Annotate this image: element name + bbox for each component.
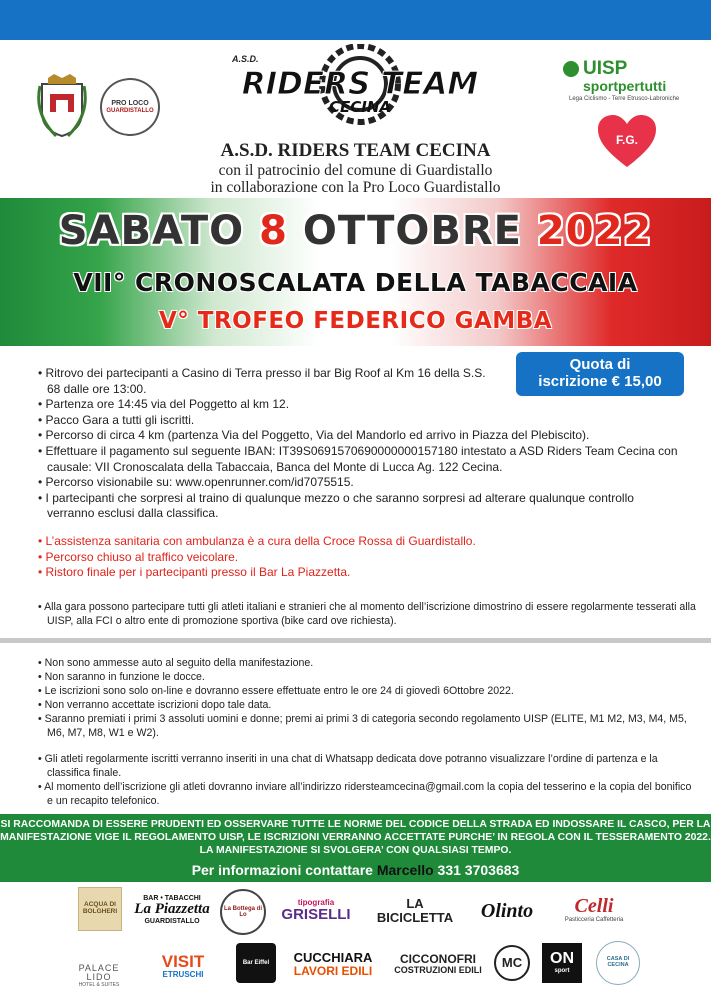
fee-amount: iscrizione € 15,00 [538, 373, 662, 390]
riders-team-logo [190, 44, 530, 134]
sponsor-visit-etruschi [146, 947, 220, 985]
sponsor-label: ON [550, 950, 574, 968]
list-item: • Percorso visionabile su: www.openrunner.com/id7075515. [38, 475, 678, 491]
sponsor-bottega [220, 889, 266, 935]
list-item: • Percorso di circa 4 km (partenza Via del Poggetto, Via del Mandorlo ed arrivo in Piazza del Plebiscito). [38, 428, 678, 444]
list-item: • Gli atleti regolarmente iscritti verranno inseriti in una chat di Whatsapp dedicata dove potranno visualizzare l’ordine di partenza e la classifica finale. [38, 752, 698, 780]
contact-line [0, 862, 711, 878]
list-item: • Al momento dell’iscrizione gli atleti dovranno inviare all’indirizzo ridersteamcecina@gmail.com la copia del tesserino e la copia del bonifico e un recapito telefonico. [38, 780, 698, 808]
sponsor-cicconofri [390, 945, 486, 983]
sponsor-label: GRISELLI [281, 906, 351, 924]
event-details-list [38, 366, 678, 522]
sponsor-label: Pasticceria Caffetteria [564, 917, 624, 924]
date-month: OTTOBRE [302, 208, 522, 254]
date-number: 8 [259, 208, 288, 254]
sponsor-label: La Piazzetta [134, 901, 210, 918]
sponsor-label: sport [554, 968, 570, 975]
uisp-tagline: sportpertutti [583, 78, 667, 94]
sponsor-label: GUARDISTALLO [144, 917, 200, 925]
list-item: • Effettuare il pagamento sul seguente IBAN: IT39S0691570690000000157180 intestato a ASD Riders Team Cecina con causale: VII Cronoscalata della Tabaccaia, Banca del Monte di Lucca Ag. 122 Cecina. [38, 444, 678, 475]
logo-name: RIDERS TEAM [241, 66, 479, 102]
list-item: • Ristoro finale per i partecipanti presso il Bar La Piazzetta. [38, 565, 678, 581]
sponsor-label: BAR • TABACCHI [143, 894, 201, 902]
sponsor-label: VISIT [161, 951, 205, 971]
pro-loco-logo [100, 78, 160, 136]
sponsor-label: COSTRUZIONI EDILI [394, 964, 482, 975]
sponsor-celli [552, 889, 636, 931]
trophy-title: V° TROFEO FEDERICO GAMBA [158, 308, 553, 334]
list-item: • Alla gara possono partecipare tutti gli atleti italiani e stranieri che al momento dell’iscrizione dimostrino di essere regolarmente tesserati alla UISP, alla FCI o altro ente di promozione sportiva (bike card ove richiesta). [38, 600, 698, 628]
uisp-name [563, 58, 683, 80]
sponsor-label: Bar Eiffel [242, 959, 270, 966]
sponsors-area [0, 885, 711, 1000]
patronage-line-2: in collaborazione con la Pro Loco Guardistallo [210, 179, 501, 196]
date-year: 2022 [536, 208, 653, 254]
list-item: • Pacco Gara a tutti gli iscritti. [38, 413, 678, 429]
sponsor-label: CASA DI CECINA [606, 956, 630, 968]
pro-loco-text: PRO LOCO [111, 99, 149, 107]
sponsor-on-sport [542, 943, 582, 983]
list-item: • Saranno premiati i primi 3 assoluti uomini e donne; premi ai primi 3 di categoria secondo regolamento UISP (ELITE, M1 M2, M3, M4, M5, M6, M7, M8, W1 e W2). [38, 712, 698, 740]
section-divider [0, 638, 711, 643]
sponsor-label: LA BICICLETTA [376, 896, 454, 925]
event-title: VII° CRONOSCALATA DELLA TABACCAIA [73, 268, 638, 297]
uisp-label: UISP [583, 58, 628, 79]
sponsor-label: PALACE LIDO [78, 962, 120, 983]
event-date [0, 208, 711, 254]
list-item: • L’assistenza sanitaria con ambulanza è a cura della Croce Rossa di Guardistallo. [38, 534, 678, 550]
uisp-icon [563, 61, 579, 77]
sponsor-bar-eiffel [236, 943, 276, 983]
footer-notice [0, 814, 711, 882]
contact-phone: 331 3703683 [437, 862, 520, 878]
sponsor-label: Olinto [480, 899, 534, 922]
organizer-name: A.S.D. RIDERS TEAM CECINA [220, 140, 491, 161]
sponsor-label: MC [501, 955, 523, 971]
sponsor-label: tipografia [297, 897, 335, 907]
list-item: • Non verranno accettate iscrizioni dopo tale data. [38, 698, 698, 712]
sponsor-la-bicicletta [368, 896, 462, 925]
sponsor-label: Celli [574, 895, 614, 918]
sponsor-label: ETRUSCHI [162, 969, 204, 979]
sponsor-casa-cecina [596, 941, 640, 985]
logo-asd: A.S.D. [232, 54, 259, 64]
notes-list [38, 752, 698, 808]
sponsor-label: La Bottega di Lo [223, 905, 262, 918]
sponsor-olinto [470, 893, 544, 929]
sponsor-la-piazzetta [132, 889, 212, 931]
guardistallo-crest-icon [34, 74, 90, 140]
patronage-line-1: con il patrocinio del comune di Guardistallo [218, 162, 493, 179]
sponsor-label: LAVORI EDILI [293, 963, 373, 978]
red-notes-list [38, 534, 678, 581]
heart-initials: F.G. [615, 133, 639, 147]
rules-list [38, 656, 698, 740]
contact-prefix: Per informazioni contattare [191, 862, 373, 878]
sponsor-mc [494, 945, 530, 981]
sponsor-label: CUCCHIARA [293, 949, 373, 965]
date-day: SABATO [58, 208, 245, 254]
list-item: • Percorso chiuso al traffico veicolare. [38, 550, 678, 566]
sponsor-cucchiara [286, 945, 380, 983]
heart-icon [596, 113, 658, 169]
sponsor-acqua-bolgheri [78, 887, 122, 931]
safety-notice: SI RACCOMANDA DI ESSERE PRUDENTI ED OSSERVARE TUTTE LE NORME DEL CODICE DELLA STRADA ED INDOSSARE IL CASCO, PER LA MANIFESTAZIONE VIGE IL REGOLAMENTO UISP, LE ISCRIZIONI VERRANNO ACCETTATE PURCHE’ IN REGOLA CON IL TESSERAMENTO 2022. LA MANIFESTAZIONE SI SVOLGERA’ CON QUALSIASI TEMPO. [0, 819, 711, 856]
list-item: • Non saranno in funzione le docce. [38, 670, 698, 684]
sponsor-label: HOTEL & SUITES [78, 981, 120, 988]
sponsor-palace-lido [66, 943, 132, 989]
list-item: • Ritrovo dei partecipanti a Casino di Terra presso il bar Big Roof al Km 16 della S.S. 68 dalle ore 13:00. [38, 366, 500, 397]
sponsor-label: CICCONOFRI [400, 951, 476, 966]
sponsor-label: ACQUA DI BOLGHERI [82, 901, 118, 915]
list-item: • I partecipanti che sorpresi al traino di qualunque mezzo o che saranno sorpresi ad alterare qualunque controllo verranno esclusi dalla classifica. [38, 491, 678, 522]
sponsor-griselli [274, 893, 358, 929]
uisp-logo [563, 58, 683, 102]
list-item: • Partenza ore 14:45 via del Poggetto al km 12. [38, 397, 678, 413]
list-item: • Non sono ammesse auto al seguito della manifestazione. [38, 656, 698, 670]
pro-loco-city: GUARDISTALLO [106, 107, 154, 114]
eligibility-list [38, 600, 698, 628]
list-item: • Le iscrizioni sono solo on-line e dovranno essere effettuate entro le ore 24 di giovedì 6Ottobre 2022. [38, 684, 698, 698]
uisp-lega: Lega Ciclismo - Terre Etrusco-Labroniche [569, 96, 680, 102]
fee-label: Quota di [569, 356, 631, 373]
top-color-bar [0, 0, 711, 40]
contact-name: Marcello [376, 862, 434, 878]
logo-city: CECINA [328, 98, 392, 116]
